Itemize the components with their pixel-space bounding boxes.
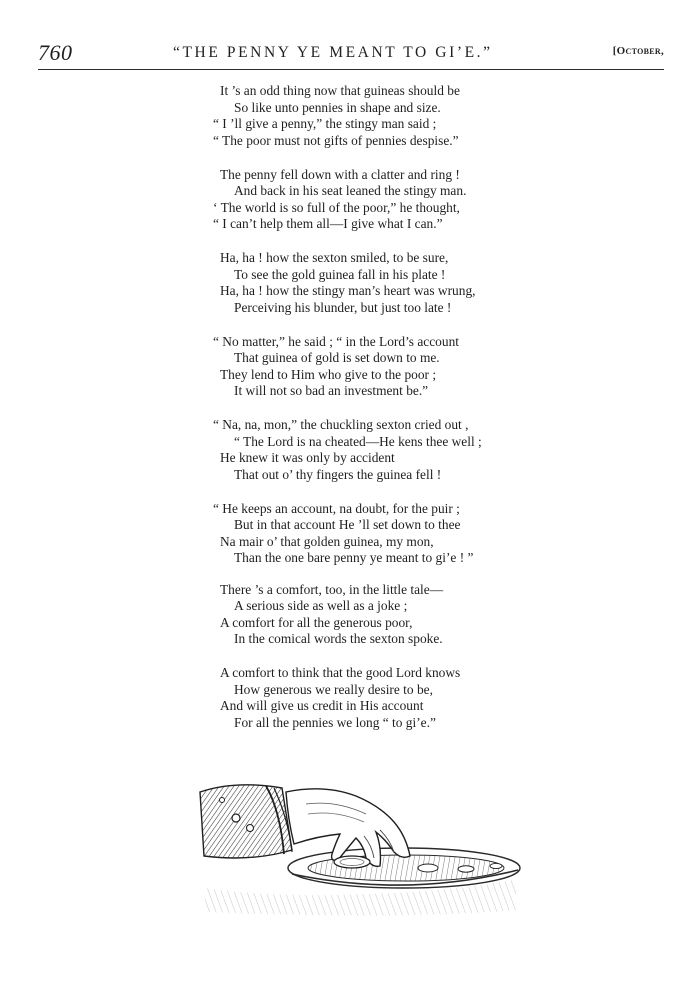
poem-line: “ Na, na, mon,” the chuckling sexton cried out , [213,417,469,432]
poem-line: And back in his seat leaned the stingy man. [234,183,467,198]
poem-line: “ I ’ll give a penny,” the stingy man said ; [213,116,437,131]
poem-line: He knew it was only by accident [220,450,395,465]
coat-sleeve [200,785,292,858]
poem-line: Ha, ha ! how the stingy man’s heart was wrung, [220,283,476,298]
stanza [220,582,520,648]
stanza [220,665,520,731]
poem-line: That guinea of gold is set down to me. [234,350,440,365]
stanza [213,333,520,400]
poem-line: “ No matter,” he said ; “ in the Lord’s account [213,333,459,349]
stanza [213,500,520,567]
poem-line: Than the one bare penny ye meant to gi’e ! ” [234,550,474,565]
poem [213,83,520,749]
poem-line: “ He keeps an account, na doubt, for the puir ; [213,500,460,516]
poem-line: They lend to Him who give to the poor ; [220,366,437,382]
poem-line: But in that account He ’ll set down to thee [234,517,461,532]
stanza [220,250,520,316]
poem-line: “ The poor must not gifts of pennies despise.” [213,132,459,148]
poem-line: In the comical words the sexton spoke. [234,631,443,646]
poem-line: A comfort to think that the good Lord knows [220,665,461,680]
poem-line: And will give us credit in His account [220,698,424,713]
poem-line: ‘ The world is so full of the poor,” he thought, [213,199,460,215]
month-label: [October, [612,45,664,57]
hand-dropping-coin-illustration [196,770,526,920]
poem-line: So like unto pennies in shape and size. [234,99,441,115]
running-title: “THE PENNY YE MEANT TO GI’E.” [173,44,493,61]
header-rule [38,69,664,70]
page-number: 760 [38,40,73,65]
poem-line: There ’s a comfort, too, in the little tale— [220,581,444,597]
poem-line: A serious side as well as a joke ; [234,598,408,613]
poem-line: A comfort for all the generous poor, [220,614,413,630]
poem-line: That out o’ thy fingers the guinea fell ! [234,466,442,482]
guinea-coin [334,856,370,868]
poem-line: The penny fell down with a clatter and ring ! [220,166,460,182]
poem-line: “ I can’t help them all—I give what I can.” [213,216,443,231]
poem-line: “ The Lord is na cheated—He kens thee well ; [234,433,482,449]
poem-line: Na mair o’ that golden guinea, my mon, [220,533,434,549]
poem-line: Ha, ha ! how the sexton smiled, to be sure, [220,250,449,265]
stanza [213,166,520,233]
poem-line: To see the gold guinea fall in his plate ! [234,266,446,282]
poem-line: It will not so bad an investment be.” [234,383,429,398]
stanza [213,83,520,149]
poem-line: How generous we really desire to be, [234,681,433,697]
poem-line: For all the pennies we long “ to gi’e.” [234,714,436,730]
page-header [38,40,664,68]
poem-line: It ’s an odd thing now that guineas should be [220,83,460,98]
poem-line: Perceiving his blunder, but just too late ! [234,299,452,315]
stanza [213,417,520,483]
